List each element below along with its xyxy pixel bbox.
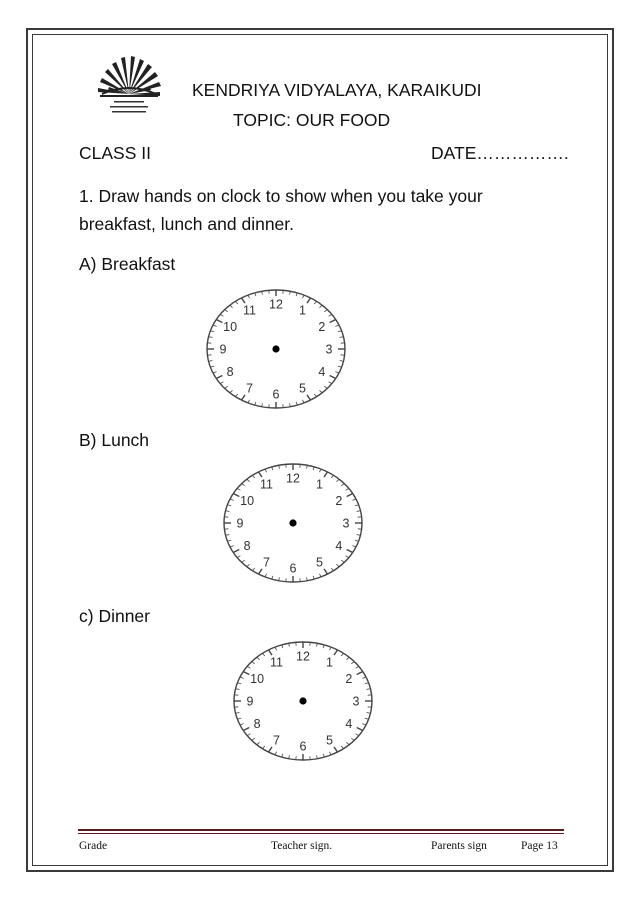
- clock-number: 10: [240, 494, 255, 508]
- section-label-lunch: B) Lunch: [79, 430, 150, 450]
- date-field[interactable]: DATE…………….: [431, 143, 569, 163]
- clock-number: 8: [226, 365, 234, 379]
- footer-parents-sign: Parents sign: [431, 840, 487, 852]
- school-name: KENDRIYA VIDYALAYA, KARAIKUDI: [192, 80, 482, 100]
- footer-divider: [78, 829, 564, 831]
- clock-number: 7: [273, 733, 280, 748]
- clock-number: 11: [243, 303, 256, 318]
- clock-number: 7: [246, 381, 253, 396]
- section-label-dinner: c) Dinner: [79, 606, 150, 626]
- footer-teacher-sign: Teacher sign.: [271, 840, 333, 852]
- class-label: CLASS II: [79, 143, 151, 163]
- clock-number: 2: [345, 672, 353, 686]
- clock-center-pin: [272, 345, 279, 352]
- clock-face-dinner[interactable]: [230, 638, 376, 764]
- clock-center-pin: [289, 519, 296, 526]
- clock-number: 7: [263, 555, 270, 570]
- clock-number: 3: [325, 342, 333, 357]
- clock-number: 4: [345, 717, 353, 731]
- clock-number: 4: [335, 539, 343, 553]
- clock-number: 5: [316, 555, 323, 570]
- clock-face-lunch[interactable]: [220, 460, 366, 586]
- clock-number: 9: [236, 516, 244, 531]
- clock-number: 1: [299, 303, 306, 318]
- clock-face-breakfast[interactable]: [203, 286, 349, 412]
- footer-page-number: Page 13: [521, 840, 558, 852]
- footer-divider-thin: [78, 833, 564, 834]
- clock-number: 1: [316, 477, 323, 492]
- clock-number: 2: [318, 320, 326, 334]
- footer-grade: Grade: [79, 840, 108, 852]
- clock-number: 11: [270, 655, 283, 670]
- clock-number: 6: [299, 739, 307, 754]
- clock-center-pin: [299, 697, 306, 704]
- clock-number: 11: [260, 477, 273, 492]
- clock-number: 10: [250, 672, 265, 686]
- clock-number: 8: [243, 539, 251, 553]
- clock-number: 6: [272, 387, 280, 402]
- clock-number: 1: [326, 655, 333, 670]
- clock-number: 4: [318, 365, 326, 379]
- clock-number: 9: [246, 694, 254, 709]
- clock-number: 3: [352, 694, 360, 709]
- clock-number: 6: [289, 561, 297, 576]
- section-label-breakfast: A) Breakfast: [79, 254, 176, 274]
- worksheet-topic: TOPIC: OUR FOOD: [233, 110, 391, 130]
- clock-number: 2: [335, 494, 343, 508]
- clock-number: 12: [286, 471, 300, 486]
- clock-number: 9: [219, 342, 227, 357]
- clock-number: 12: [296, 649, 310, 664]
- school-logo-icon: [88, 54, 170, 122]
- clock-number: 3: [342, 516, 350, 531]
- clock-number: 5: [299, 381, 306, 396]
- clock-number: 8: [253, 717, 261, 731]
- question-text: 1. Draw hands on clock to show when you take your breakfast, lunch and dinner.: [79, 186, 483, 234]
- clock-number: 12: [269, 297, 283, 312]
- clock-number: 10: [223, 320, 238, 334]
- clock-number: 5: [326, 733, 333, 748]
